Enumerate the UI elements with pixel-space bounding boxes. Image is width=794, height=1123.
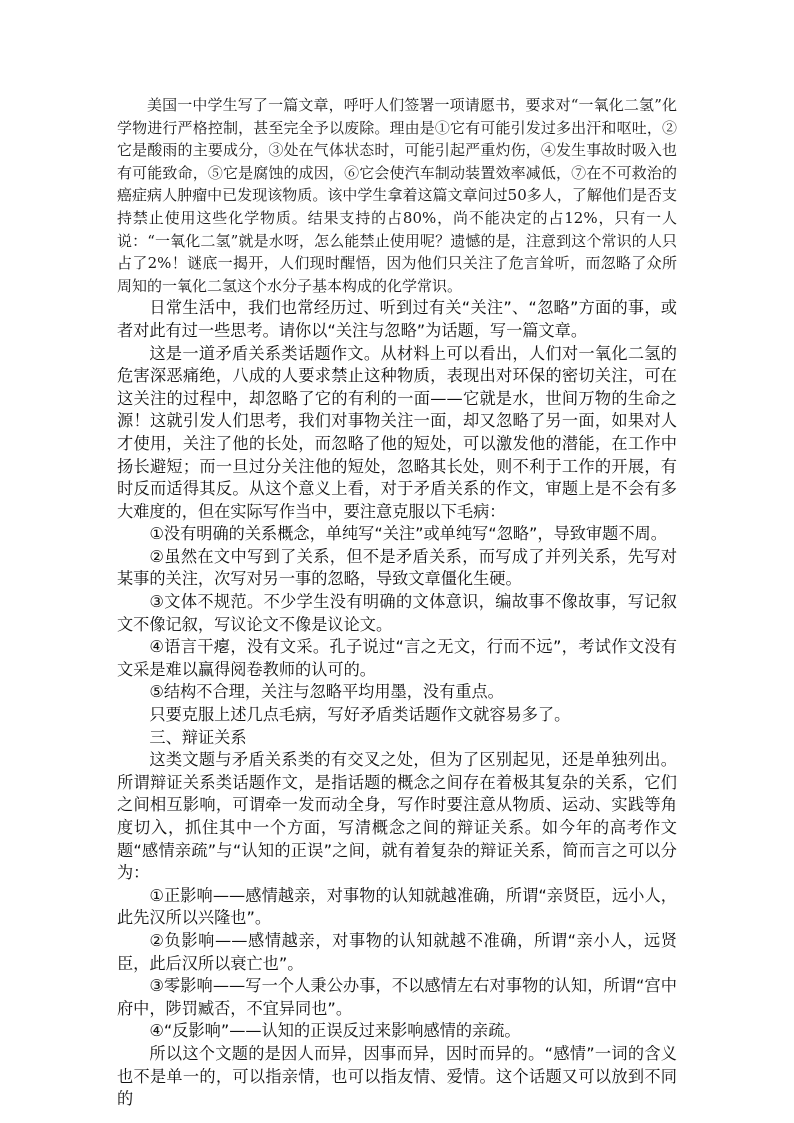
prompt-paragraph: 日常生活中，我们也常经历过、听到过有关“关注”、“忽略”方面的事，或者对此有过一些思考。请你以“关注与忽略”为话题，写一篇文章。 <box>117 298 677 340</box>
list-item: ②虽然在文中写到了关系，但不是矛盾关系，而写成了并列关系，先写对某事的关注，次写对另一事的忽略，导致文章僵化生硬。 <box>117 546 677 589</box>
material-paragraph: 美国一中学生写了一篇文章，呼吁人们签署一项请愿书，要求对“一氧化二氢”化学物进行严格控制，甚至完全予以废除。理由是①它有可能引发过多出汗和呕吐，②它是酸雨的主要成分，③处在气体状态时，可能引起严重灼伤，④发生事故时吸入也有可能致命，⑤它是腐蚀的成因，⑥它会使汽车制动装置效率减低，⑦在不可救治的癌症病人肿瘤中已发现该物质。该中学生拿着这篇文章问过50多人，了解他们是否支持禁止使用这些化学物质。结果支持的占80%，尚不能决定的占12%，只有一人说：“一氧化二氢”就是水呀，怎么能禁止使用呢？遗憾的是，注意到这个常识的人只占了2%！谜底一揭开，人们现时醒悟，因为他们只关注了危言耸听，而忽略了众所周知的一氧化二氢这个水分子基本构成的化学常识。 <box>117 96 677 295</box>
list-item: ④“反影响”——认知的正误反过来影响感情的亲疏。 <box>149 1021 521 1041</box>
list-item: ⑤结构不合理，关注与忽略平均用墨，没有重点。 <box>149 682 504 702</box>
list-item: ①没有明确的关系概念，单纯写“关注”或单纯写“忽略”，导致审题不周。 <box>149 524 667 544</box>
closing-paragraph: 所以这个文题的是因人而异，因事而异，因时而异的。“感情”一词的含义也不是单一的，可以指亲情，也可以指友情、爱情。这个话题又可以放到不同的 <box>117 1043 677 1109</box>
summary-paragraph: 只要克服上述几点毛病，写好矛盾类话题作文就容易多了。 <box>149 705 571 725</box>
document-page <box>117 94 677 1111</box>
list-item: ③文体不规范。不少学生没有明确的文体意识，编故事不像故事，写记叙文不像记叙，写议论文不像是议论文。 <box>117 592 677 634</box>
list-item: ③零影响——写一个人秉公办事，不以感情左右对事物的认知，所谓“宫中府中，陟罚臧否，不宜异同也”。 <box>117 976 677 1018</box>
list-item: ①正影响——感情越亲，对事物的认知就越准确，所谓“亲贤臣，远小人，此先汉所以兴隆也”。 <box>117 885 677 928</box>
list-item: ④语言干瘪，没有文采。孔子说过“言之无文，行而不远”，考试作文没有文采是难以赢得阅卷教师的认可的。 <box>117 637 677 679</box>
section-paragraph: 这类文题与矛盾关系类的有交叉之处，但为了区别起见，还是单独列出。所谓辩证关系类话题作文，是指话题的概念之间存在着极其复杂的关系，它们之间相互影响，可谓牵一发而动全身，写作时要注意从物质、运动、实践等角度切入，抓住其中一个方面，写清概念之间的辩证关系。如今年的高考作文题“感情亲疏”与“认知的正误”之间，就有着复杂的辩证关系，简而言之可以分为： <box>117 750 677 883</box>
section-heading: 三、辩证关系 <box>149 727 247 747</box>
list-item: ②负影响——感情越亲，对事物的认知就越不准确，所谓“亲小人，远贤臣，此后汉所以衰亡也”。 <box>117 930 677 973</box>
analysis-paragraph: 这是一道矛盾关系类话题作文。从材料上可以看出，人们对一氧化二氢的危害深恶痛绝，八成的人要求禁止这种物质，表现出对环保的密切关注，可在这关注的过程中，却忽略了它的有利的一面——它就是水，世间万物的生命之源！这就引发人们思考，我们对事物关注一面，却又忽略了另一面，如果对人才使用，关注了他的长处，而忽略了他的短处，可以激发他的潜能，在工作中扬长避短；而一旦过分关注他的短处，忽略其长处，则不利于工作的开展，有时反而适得其反。从这个意义上看，对于矛盾关系的作文，审题上是不会有多大难度的，但在实际写作当中，要注意克服以下毛病： <box>117 343 677 521</box>
